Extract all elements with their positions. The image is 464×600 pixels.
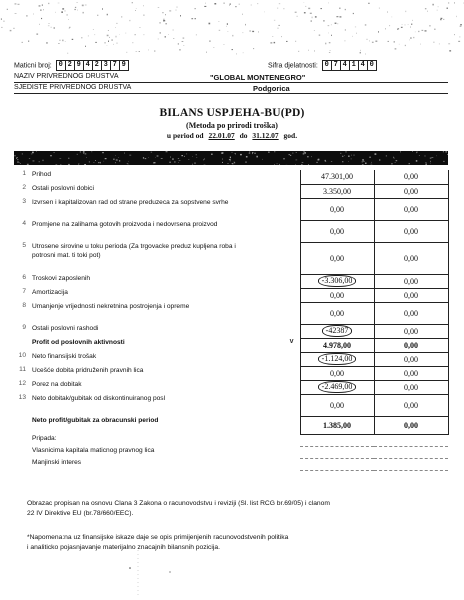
row-number [14,416,30,434]
table-row [14,352,448,366]
row-mark [252,220,300,242]
row-label: Ostali poslovni dobici [32,185,94,192]
sifra-djelatnosti-label: Sifra djelatnosti: [268,62,318,70]
row-number: 9 [22,324,26,331]
footer-legal [27,499,447,519]
table-row [14,380,448,394]
row-mark [252,242,300,274]
row-mark [252,274,300,288]
table-row [14,220,448,242]
maticni-digit: 3 [101,60,111,71]
row-label: Troskovi zaposlenih [32,275,91,282]
footer-note-1: *Napomena:na uz finansijske iskaze daje se opis primijenjenih racunovodstvenih politika [27,534,289,541]
table-row [14,288,448,302]
period-to: 31.12.07 [252,131,279,140]
table-row [14,458,448,470]
sifra-digit: 7 [331,60,341,71]
row-label: Umanjenje vrijednosti nekretnina postrojenja i opreme [32,303,190,310]
row-mark [252,198,300,220]
sifra-digit: 0 [322,60,332,71]
table-row [14,170,448,184]
current-year-value [300,170,374,184]
current-year-value [300,366,374,380]
table-row [14,242,448,274]
row-number: 4 [22,220,26,227]
current-year-value [300,352,374,366]
row-label: Amortizacija [32,289,68,296]
sjediste-label: SJEDISTE PRIVREDNOG DRUSTVA [14,84,132,91]
row-number: 8 [22,302,26,309]
row-number [14,446,30,458]
row-mark [252,394,300,416]
current-year-value [300,458,374,470]
scan-noise [0,0,464,60]
row-mark [252,302,300,324]
row-label: Ostali poslovni rashodi [32,325,99,332]
previous-year-value: 0,00 [374,338,448,352]
previous-year-value: 0,00 [374,366,448,380]
table-row [14,198,448,220]
current-year-value [300,242,374,274]
sifra-djelatnosti-row [268,60,377,71]
maticni-digit: 9 [74,60,84,71]
maticni-digit: 2 [92,60,102,71]
scan-specks-bottom [120,540,180,600]
row-number: 2 [22,184,26,191]
maticni-broj-label: Maticni broj: [14,62,52,70]
period-from: 22.01.07 [208,131,235,140]
footer-note [27,533,447,553]
previous-year-value [374,434,448,446]
circled-amount: -3.306,00 [318,275,357,287]
row-number: 12 [18,380,26,387]
amount: 0,00 [330,400,344,410]
row-mark [252,338,300,352]
naziv-underline [14,82,448,83]
table-row [14,274,448,288]
table-row [14,394,448,416]
circled-amount: -42387 [322,325,353,337]
document-method: (Metoda po prirodi troška) [186,121,278,130]
current-year-value [300,198,374,220]
row-mark [252,380,300,394]
row-label: Promjene na zalihama gotovih proizvoda i nedovrsena proizvod [32,221,218,228]
table-row [14,184,448,198]
sifra-digit: 4 [358,60,368,71]
row-number: 11 [19,366,26,373]
amount: 0,00 [330,290,344,300]
previous-year-value: 0,00 [374,324,448,338]
amount: 0,00 [330,204,344,214]
sjediste-value: Podgorica [253,84,290,93]
row-label: Manjinski interes [32,459,82,466]
previous-year-value: 0,00 [374,184,448,198]
table-row [14,416,448,434]
current-year-value [300,394,374,416]
sifra-djelatnosti-boxes [323,60,377,71]
current-year-value [300,434,374,446]
previous-year-value: 0,00 [374,274,448,288]
document-period [0,131,464,140]
previous-year-value: 0,00 [374,416,448,434]
previous-year-value: 0,00 [374,220,448,242]
row-label: Vlasnicima kapitala maticnog pravnog lica [32,447,155,454]
maticni-broj-boxes [57,60,129,71]
period-suffix: god. [283,131,298,140]
document-title: BILANS USPJEHA-BU(PD) [159,107,305,119]
row-label: Ucešće dobita pridruženih pravnih lica [32,367,144,374]
current-year-value [300,220,374,242]
table-row [14,446,448,458]
current-year-value [300,338,374,352]
row-number [14,458,30,470]
current-year-value [300,288,374,302]
table-row [14,324,448,338]
current-year-value [300,416,374,434]
current-year-value [300,184,374,198]
row-label: Porez na dobitak [32,381,82,388]
previous-year-value: 0,00 [374,394,448,416]
row-label: Neto profit/gubitak za obracunski period [32,417,159,424]
row-mark [252,352,300,366]
row-label: Pripada: [32,435,57,442]
row-label: Neto dobitak/gubitak od diskontinuiranog posl [32,395,166,402]
period-mid: do [239,131,248,140]
sifra-digit: 4 [340,60,350,71]
table-row [14,434,448,446]
previous-year-value [374,446,448,458]
row-number [14,434,30,446]
row-label: Neto finansijski trošak [32,353,97,360]
row-number: 3 [22,198,26,205]
period-prefix: u period od [166,131,204,140]
row-label: Prihod [32,171,52,178]
row-mark [252,288,300,302]
amount: 0,00 [330,308,344,318]
row-number [14,338,30,352]
previous-year-value: 0,00 [374,242,448,274]
amount: 47.301,00 [321,172,353,182]
amount: 1.385,00 [323,420,351,430]
row-number: 1 [22,170,26,177]
amount: 0,00 [330,253,344,263]
amount: 3.350,00 [323,186,351,196]
maticni-digit: 4 [83,60,93,71]
table-header-bar [14,151,448,165]
maticni-digit: 0 [56,60,66,71]
table-row [14,302,448,324]
maticni-broj-row [14,60,129,71]
row-label: Profit od poslovnih aktivnosti [32,339,125,346]
amount: 0,00 [330,226,344,236]
row-mark [252,324,300,338]
maticni-digit: 2 [65,60,75,71]
row-mark [252,416,300,434]
row-number: 7 [22,288,26,295]
circled-amount: -1.124,00 [318,353,357,365]
current-year-value [300,324,374,338]
footer-line-2: 22 IV Direktive EU (br.78/660/EEC). [27,510,134,517]
amount: 4.978,00 [323,340,351,350]
footer-note-2: i analiticko pojasnjavanje materijalno znacajnih bilansnih pozicija. [27,544,220,551]
row-mark [252,366,300,380]
row-label: Izvrsen i kapitalizovan rad od strane preduzeca za sopstvene svrhe [32,199,229,206]
table-row [14,366,448,380]
sjediste-underline [14,93,448,94]
sifra-digit: 1 [349,60,359,71]
row-mark [252,184,300,198]
previous-year-value: 0,00 [374,170,448,184]
current-year-value [300,274,374,288]
income-statement-table [14,170,449,471]
maticni-digit: 9 [119,60,129,71]
row-mark [252,446,300,458]
row-label: Utrosene sirovine u toku perioda (Za trgovacke preduz kupljena roba i potrosni mat. ti toki pot) [32,243,236,259]
row-mark [252,458,300,470]
current-year-value [300,302,374,324]
sifra-digit: 0 [367,60,377,71]
maticni-digit: 7 [110,60,120,71]
current-year-value [300,380,374,394]
previous-year-value [374,458,448,470]
table-row [14,338,448,352]
previous-year-value: 0,00 [374,288,448,302]
previous-year-value: 0,00 [374,198,448,220]
circled-amount: -2.469,00 [318,381,357,393]
naziv-value: "GLOBAL MONTENEGRO" [210,73,306,82]
row-number: 5 [22,242,26,249]
row-number: 13 [18,394,26,401]
current-year-value [300,446,374,458]
row-mark [252,170,300,184]
footer-line-1: Obrazac propisan na osnovu Clana 3 Zakona o racunovodstvu i reviziji (Sl. list RCG br.69/05) i clanom [27,500,330,507]
previous-year-value: 0,00 [374,302,448,324]
previous-year-value: 0,00 [374,380,448,394]
previous-year-value: 0,00 [374,352,448,366]
row-mark [252,434,300,446]
check-mark: v [289,338,294,345]
naziv-label: NAZIV PRIVREDNOG DRUSTVA [14,73,119,80]
row-number: 10 [18,352,26,359]
amount: 0,00 [330,368,344,378]
row-number: 6 [22,274,26,281]
